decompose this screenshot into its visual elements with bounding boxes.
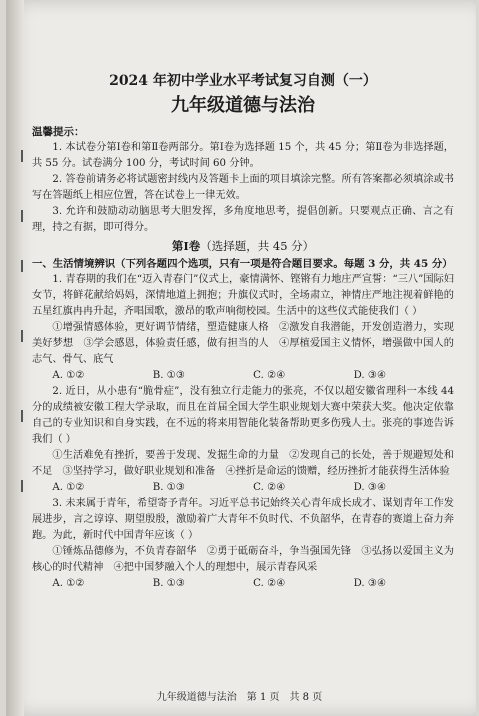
choice-c: C. ②④ bbox=[253, 578, 286, 589]
choice-c: C. ②④ bbox=[253, 370, 286, 381]
part1-title bbox=[32, 238, 454, 254]
question-1-stem: 1. 青春期的我们在“迈入青春门”仪式上，豪情满怀、铿锵有力地庄严宣誓：“三八”国际妇女节，将鲜花献给妈妈，深情地道上拥抱；升旗仪式时，全场肃立，神情庄严地注视着鲜艳的五星红旗冉冉升起，齐唱国歌，激昂的歌声响彻校园。生活中的这些仪式能使我们（ ） bbox=[32, 274, 454, 317]
question-2-choices bbox=[32, 480, 454, 496]
question-1-options: ①增强情感体验，更好调节情绪，塑造健康人格 ②激发自我潜能，开发创造潜力，实现美好梦想 ③学会感恩，体验责任感，做有担当的人 ④厚植爱国主义情怀，增强做中国人的志气、骨气、底气 bbox=[32, 322, 454, 365]
notice-heading: 温馨提示： bbox=[32, 126, 85, 138]
question-3-options: ①锤炼品德修为，不负青春韶华 ②勇于砥砺奋斗，争当强国先锋 ③弘扬以爱国主义为核心的时代精神 ④把中国梦融入个人的理想中，展示青春风采 bbox=[32, 546, 454, 573]
choice-d: D. ③④ bbox=[353, 482, 387, 493]
exam-subject: 九年级道德与法治 bbox=[171, 95, 315, 116]
page-footer: 九年级道德与法治 第 1 页 共 8 页 bbox=[156, 692, 323, 703]
exam-content bbox=[32, 62, 454, 592]
choice-d: D. ③④ bbox=[353, 370, 387, 381]
question-1-choices bbox=[32, 368, 454, 384]
question-3-stem: 3. 未来属于青年，希望寄予青年。习近平总书记始终关心青年成长成才、谋划青年工作发展进步，言之谆谆、期望殷殷，激励着广大青年不负时代、不负韶华，在青春的赛道上奋力奔跑。为此，新时代中国青年应该（ ） bbox=[32, 498, 454, 541]
choice-c: C. ②④ bbox=[253, 482, 286, 493]
part1-label: 第Ⅰ卷 bbox=[171, 239, 201, 253]
choice-a: A. ①② bbox=[52, 482, 85, 493]
exam-title: 2024 年初中学业水平考试复习自测（一） bbox=[109, 73, 377, 89]
choice-b: B. ①③ bbox=[152, 370, 186, 381]
binding-margin bbox=[6, 0, 24, 716]
notice-item-3: 3. 允许和鼓励动动脑思考大胆发挥，多角度地思考，提倡创新。只要观点正确、言之有理，持之有据，即可得分。 bbox=[32, 206, 454, 233]
choice-b: B. ①③ bbox=[152, 482, 186, 493]
choice-d: D. ③④ bbox=[353, 578, 387, 589]
notice-item-2: 2. 答卷前请务必将试题密封线内及答题卡上面的项目填涂完整。所有答案都必须填涂或书写在答题纸上相应位置，答在试卷上一律无效。 bbox=[32, 174, 454, 201]
notice-item-1: 1. 本试卷分第Ⅰ卷和第Ⅱ卷两部分。第Ⅰ卷为选择题 15 个，共 45 分；第Ⅱ卷为非选择题，共 55 分。试卷满分 100 分，考试时间 60 分钟。 bbox=[32, 142, 454, 169]
choice-b: B. ①③ bbox=[152, 578, 186, 589]
question-2-stem: 2. 近日，从小患有“脆骨症”，没有独立行走能力的张亮，不仅以超安徽省理科一本线 44 分的成绩被安徽工程大学录取，而且在首届全国大学生职业规划大赛中荣获大奖。他决定依靠自己的专业知识和自身实践，在不远的将来用智能化装备帮助更多伤残人士。张亮的事迹告诉我们（ ） bbox=[32, 386, 454, 445]
question-3-choices bbox=[32, 576, 454, 592]
choice-a: A. ①② bbox=[52, 370, 85, 381]
choice-a: A. ①② bbox=[52, 578, 85, 589]
section1-heading: 一、生活情境辨识（下列各题四个选项，只有一项是符合题目要求。每题 3 分，共 45 分） bbox=[32, 258, 453, 270]
part1-note: （选择题，共 45 分） bbox=[200, 239, 315, 253]
question-2-options: ①生活难免有挫折，要善于发现、发掘生命的力量 ②发现自己的长处，善于规避短处和不足 ③坚持学习，做好职业规划和准备 ④挫折是命运的馈赠，经历挫折才能获得生活体验 bbox=[32, 450, 454, 477]
